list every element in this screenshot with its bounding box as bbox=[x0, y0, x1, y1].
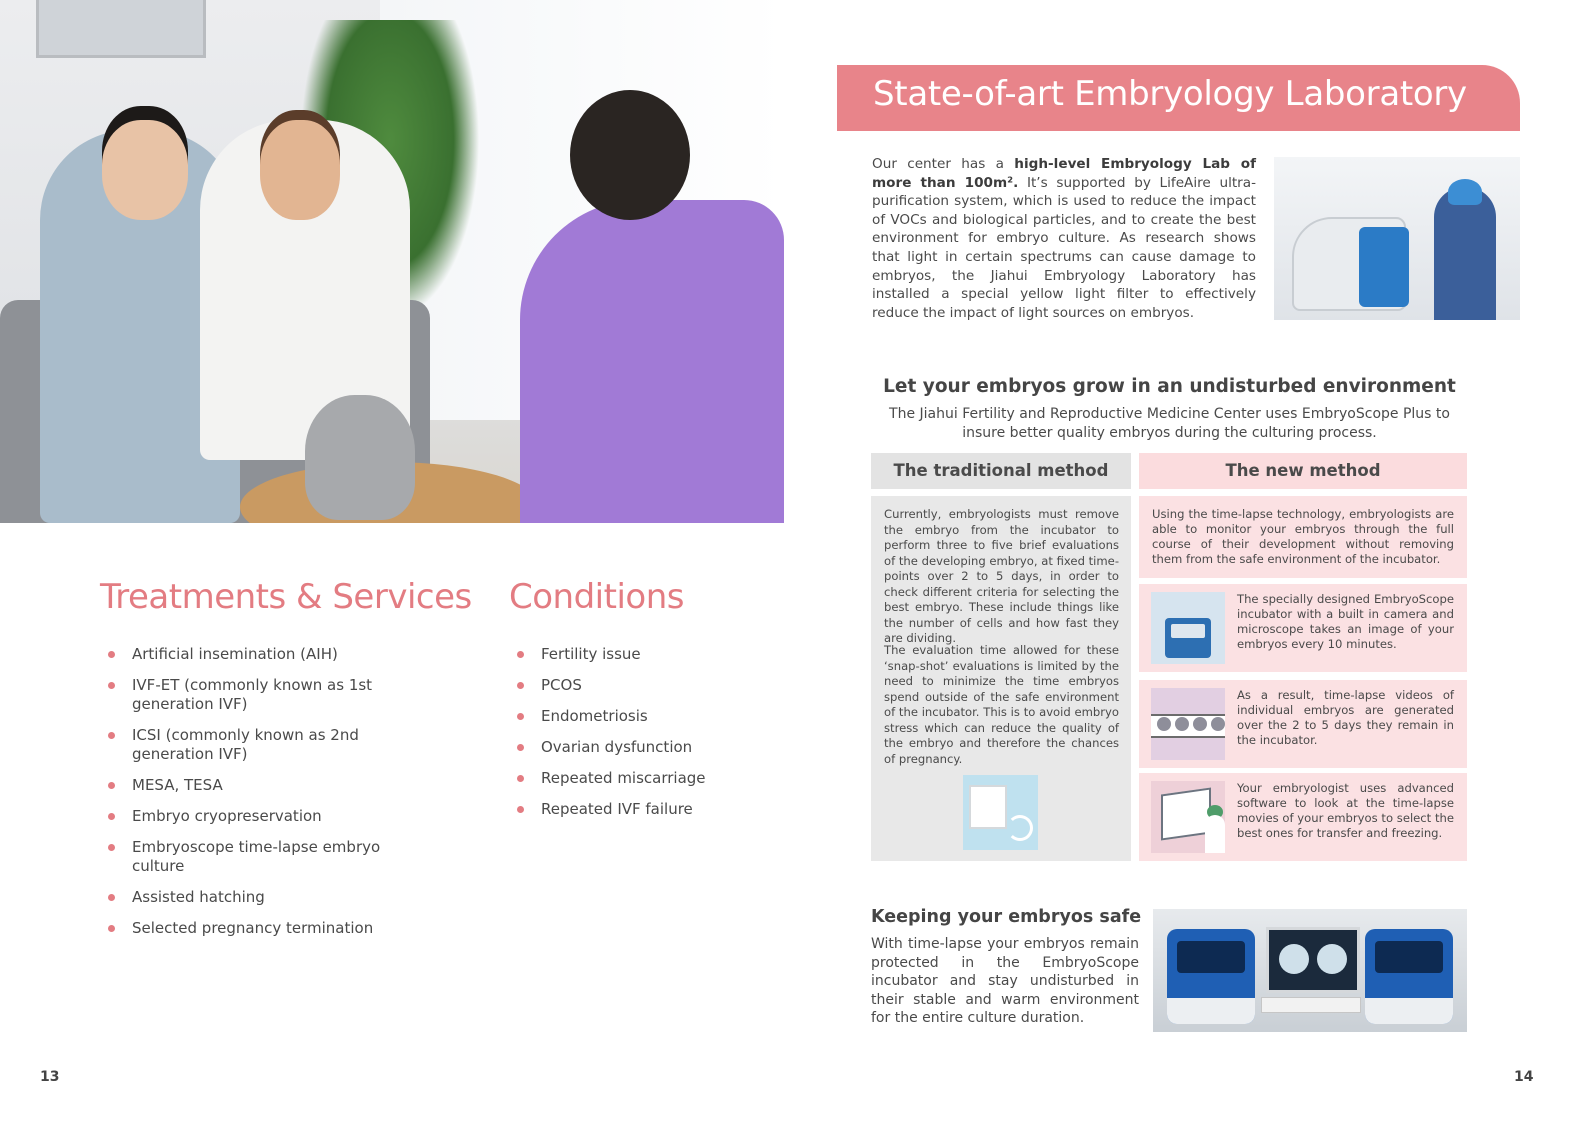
film-strip-icon bbox=[1151, 688, 1225, 760]
lab-photo bbox=[1274, 157, 1520, 320]
bullet-dot-icon bbox=[108, 813, 115, 820]
list-item: Artificial insemination (AIH) bbox=[108, 645, 408, 664]
bullet-dot-icon bbox=[517, 744, 524, 751]
list-item: MESA, TESA bbox=[108, 776, 408, 795]
safe-text: With time-lapse your embryos remain protected in the EmbryoScope incubator and stay undisturbed in their stable and warm environment for the entire culture duration. bbox=[871, 936, 1139, 1027]
bullet-dot-icon bbox=[517, 775, 524, 782]
traditional-method-heading: The traditional method bbox=[871, 453, 1131, 489]
page-title: State-of-art Embryology Laboratory bbox=[873, 74, 1467, 114]
new-method-intro-box bbox=[1139, 496, 1467, 578]
incubator-removal-illustration bbox=[963, 775, 1038, 850]
list-item: Repeated miscarriage bbox=[517, 769, 777, 788]
conditions-title: Conditions bbox=[509, 577, 684, 617]
list-item: Embryo cryopreservation bbox=[108, 807, 408, 826]
intro-highlight: high-level Embryology Lab of more than 100m². bbox=[872, 156, 1256, 191]
list-item: ICSI (commonly known as 2nd generation IVF) bbox=[108, 726, 408, 764]
hero-photo bbox=[0, 0, 784, 523]
bullet-dot-icon bbox=[108, 844, 115, 851]
undisturbed-heading: Let your embryos grow in an undisturbed environment bbox=[883, 376, 1456, 397]
bullet-dot-icon bbox=[108, 732, 115, 739]
list-item: Selected pregnancy termination bbox=[108, 919, 408, 938]
bullet-dot-icon bbox=[108, 651, 115, 658]
treatments-list bbox=[108, 645, 408, 950]
list-item: Embryoscope time-lapse embryo culture bbox=[108, 838, 408, 876]
list-item: Endometriosis bbox=[517, 707, 777, 726]
bullet-dot-icon bbox=[108, 894, 115, 901]
bullet-dot-icon bbox=[517, 682, 524, 689]
bullet-dot-icon bbox=[517, 713, 524, 720]
new-method-intro: Using the time-lapse technology, embryologists are able to monitor your embryos through the full course of their development without removing them from the safe environment of the incubator. bbox=[1152, 507, 1454, 566]
list-item: Assisted hatching bbox=[108, 888, 408, 907]
page-number-right: 14 bbox=[1514, 1069, 1534, 1085]
conditions-list bbox=[517, 645, 777, 831]
bullet-dot-icon bbox=[517, 806, 524, 813]
bullet-dot-icon bbox=[108, 682, 115, 689]
treatments-title: Treatments & Services bbox=[100, 577, 472, 617]
list-item: Fertility issue bbox=[517, 645, 777, 664]
undisturbed-text: The Jiahui Fertility and Reproductive Medicine Center uses EmbryoScope Plus to insure better quality embryos during the culturing process. bbox=[889, 406, 1450, 441]
list-item: PCOS bbox=[517, 676, 777, 695]
page-number-left: 13 bbox=[40, 1069, 60, 1085]
safe-heading: Keeping your embryos safe bbox=[871, 907, 1142, 927]
intro-paragraph: Our center has a high-level Embryology Lab of more than 100m². It’s supported by LifeAire ultra-purification system, which is used to reduce the impact of VOCs and biological particles, and to create the best environment for embryo culture. As research shows that light in certain spectrums can cause damage to embryos, the Jiahui Embryology Laboratory has installed a special yellow light filter to effectively reduce the impact of light sources on embryos. bbox=[872, 156, 1257, 321]
embryoscope-camera-icon bbox=[1151, 592, 1225, 664]
new-method-row: As a result, time-lapse videos of individual embryos are generated over the 2 to 5 days they remain in the incubator. bbox=[1139, 680, 1467, 768]
software-monitor-icon bbox=[1151, 781, 1225, 853]
traditional-paragraph-1: Currently, embryologists must remove the embryo from the incubator to perform three to five brief evaluations of the developing embryo, at fixed time-points over 2 to 5 days, in order to check different criteria for selecting the best embryo. These include things like the number of cells and how fast they are dividing. bbox=[884, 507, 1119, 645]
bullet-dot-icon bbox=[517, 651, 524, 658]
list-item: Ovarian dysfunction bbox=[517, 738, 777, 757]
list-item: IVF-ET (commonly known as 1st generation IVF) bbox=[108, 676, 408, 714]
title-banner bbox=[837, 65, 1520, 131]
bullet-dot-icon bbox=[108, 925, 115, 932]
new-method-row: Your embryologist uses advanced software to look at the time-lapse movies of your embryos to select the best ones for transfer and freezing. bbox=[1139, 773, 1467, 861]
list-item: Repeated IVF failure bbox=[517, 800, 777, 819]
bullet-dot-icon bbox=[108, 782, 115, 789]
traditional-paragraph-2: The evaluation time allowed for these ‘snap-shot’ evaluations is limited by the need to minimize the time embryos spend outside of the safe environment of the incubator. This is to avoid embryo stress which can reduce the quality of the embryo and therefore the chances of pregnancy. bbox=[884, 643, 1119, 766]
new-method-heading: The new method bbox=[1139, 453, 1467, 489]
new-method-row: The specially designed EmbryoScope incubator with a built in camera and microscope takes an image of your embryos every 10 minutes. bbox=[1139, 584, 1467, 672]
embryoscope-photo bbox=[1153, 909, 1467, 1032]
